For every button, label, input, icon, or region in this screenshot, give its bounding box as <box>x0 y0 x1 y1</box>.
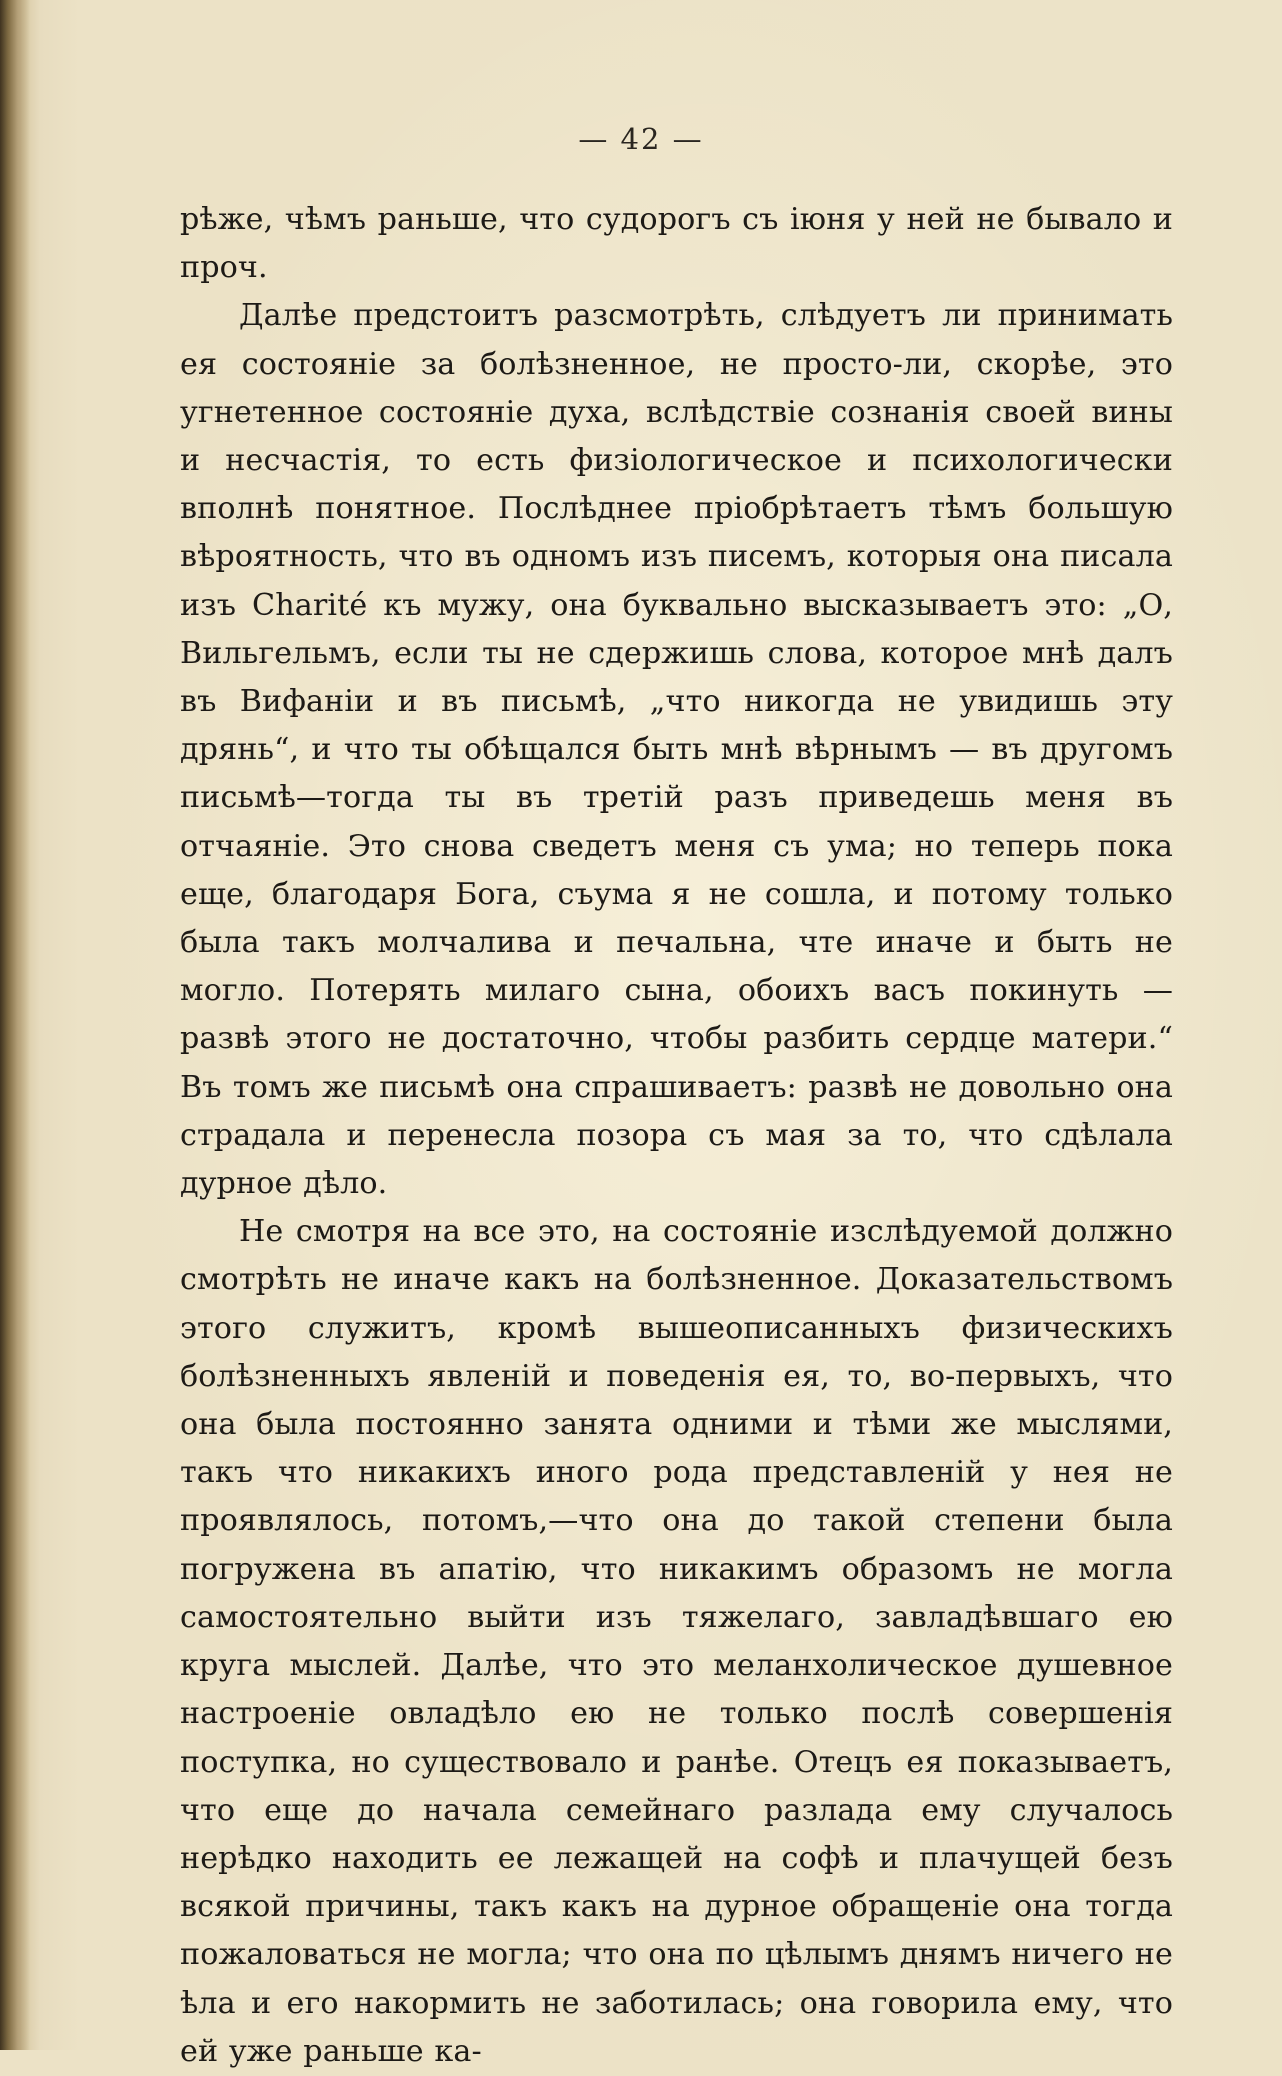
body-text <box>180 196 1173 2076</box>
page-number: — 42 — <box>578 122 704 156</box>
paragraph-continuation: рѣже, чѣмъ раньше, что судорогъ съ іюня у ней не бывало и проч. <box>180 202 1173 286</box>
paragraph-letter-quote: Далѣе предстоитъ разсмотрѣть, слѣдуетъ ли принимать ея состояніе за болѣзненное, не просто-ли, скорѣе, это угнетенное состояніе духа, вслѣдствіе сознанія своей вины и несчастія, то есть физіологическое и психологически вполнѣ понятное. Послѣднее пріобрѣтаетъ тѣмъ большую вѣроятность, что въ одномъ изъ писемъ, которыя она писала изъ Charité къ мужу, она буквально высказываетъ это: „О, Вильгельмъ, если ты не сдержишь слова, которое мнѣ далъ въ Вифаніи и въ письмѣ, „что никогда не увидишь эту дрянь“, и что ты обѣщался быть мнѣ вѣрнымъ — въ другомъ письмѣ—тогда ты въ третій разъ приведешь меня въ отчаяніе. Это снова сведетъ меня съ ума; но теперь пока еще, благодаря Бога, съума я не сошла, и потому только была такъ молчалива и печальна, чте иначе и быть не могло. Потерять милаго сына, обоихъ васъ покинуть — развѣ этого не достаточно, чтобы разбить сердце матери.“ Въ томъ же письмѣ она спрашиваетъ: развѣ не довольно она страдала и перенесла позора съ мая за то, что сдѣлала дурное дѣло. <box>180 298 1173 1202</box>
paragraph-assessment: Не смотря на все это, на состояніе изслѣдуемой должно смотрѣть не иначе какъ на болѣзненное. Доказательствомъ этого служитъ, кромѣ вышеописанныхъ физическихъ болѣзненныхъ явленій и поведенія ея, то, во-первыхъ, что она была постоянно занята одними и тѣми же мыслями, такъ что никакихъ иного рода представленій у нея не проявлялось, потомъ,—что она до такой степени была погружена въ апатію, что никакимъ образомъ не могла самостоятельно выйти изъ тяжелаго, завладѣвшаго ею круга мыслей. Далѣе, что это меланхолическое душевное настроеніе овладѣло ею не только послѣ совершенія поступка, но существовало и ранѣе. Отецъ ея показываетъ, что еще до начала семейнаго разлада ему случалось нерѣдко находить ее лежащей на софѣ и плачущей безъ всякой причины, такъ какъ на дурное обращеніе она тогда пожаловаться не могла; что она по цѣлымъ днямъ ничего не ѣла и его накормить не заботилась; она говорила ему, что ей уже раньше ка- <box>180 1214 1173 2069</box>
book-spine-shadow <box>0 0 30 2050</box>
